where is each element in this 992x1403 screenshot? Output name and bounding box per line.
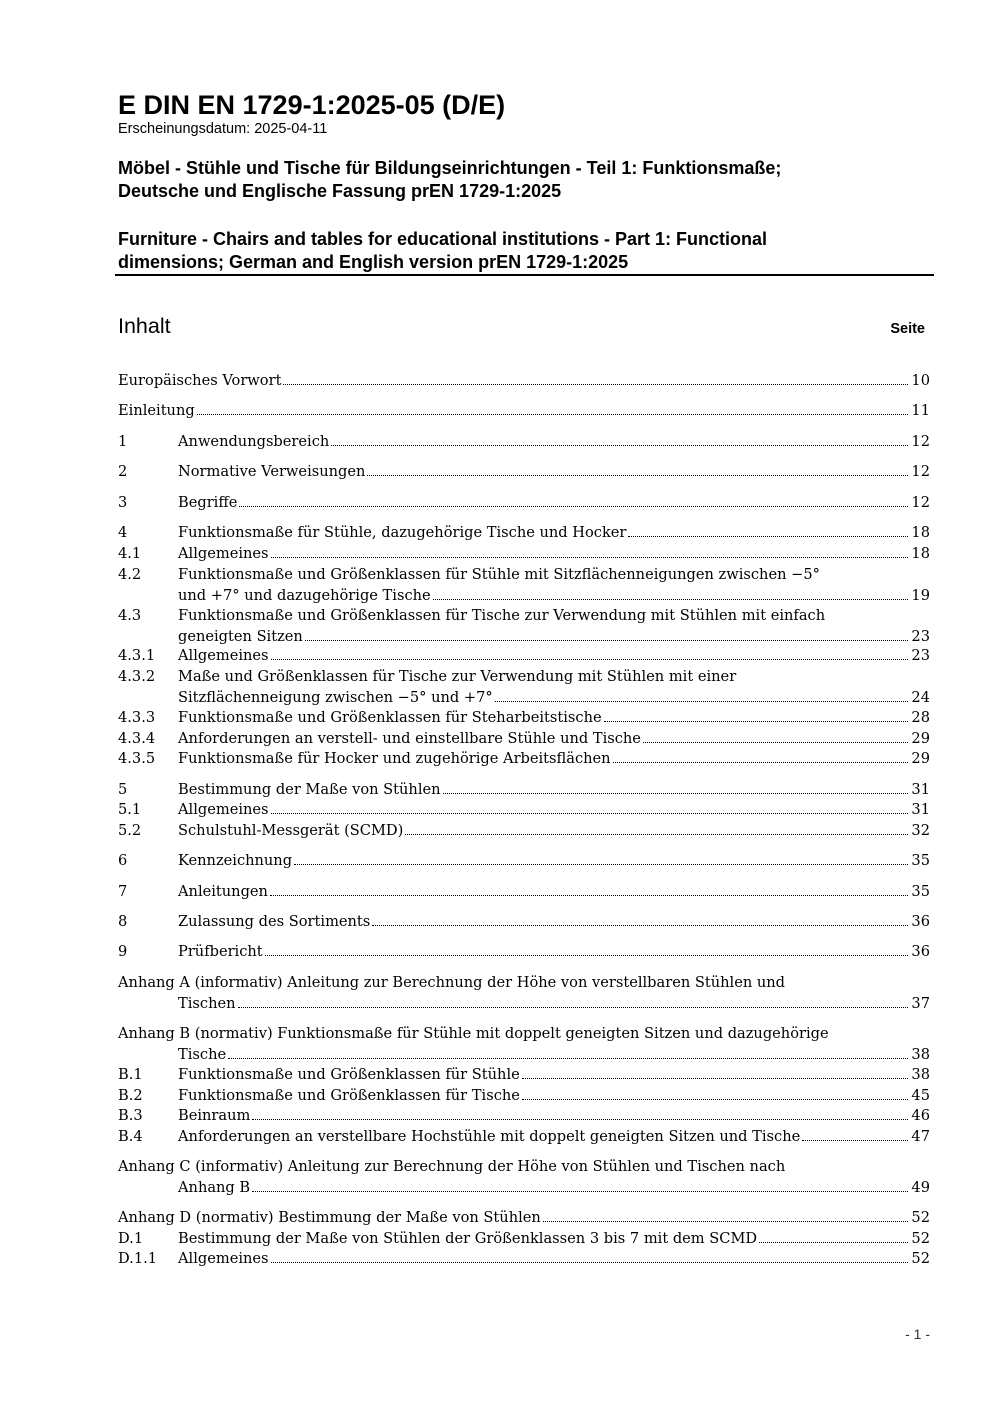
toc-entry[interactable] (118, 400, 930, 421)
toc-entry-page: 49 (911, 1179, 930, 1196)
toc-entry[interactable] (118, 1126, 930, 1147)
toc-entry-title: Maße und Größenklassen für Tische zur Verwendung mit Stühlen mit einer (178, 668, 737, 685)
toc-leader-dots (228, 1045, 908, 1059)
toc-entry-number: B.2 (118, 1087, 143, 1104)
toc-entry-title-continued: Anhang B (178, 1179, 251, 1196)
toc-entry[interactable] (118, 779, 930, 800)
toc-entry[interactable] (118, 1064, 930, 1085)
toc-entry[interactable] (118, 911, 930, 932)
toc-entry[interactable] (118, 941, 930, 962)
toc-leader-dots (372, 912, 908, 926)
toc-entry-number: 3 (118, 494, 128, 511)
toc-leader-dots (367, 462, 908, 476)
toc-entry-page: 31 (911, 781, 930, 798)
toc-entry-page: 38 (911, 1066, 930, 1083)
toc-entry-title: Funktionsmaße und Größenklassen für Tische (178, 1087, 520, 1104)
toc-entry[interactable] (118, 564, 930, 606)
toc-entry-number: B.1 (118, 1066, 143, 1083)
toc-entry-title: Allgemeines (178, 801, 269, 818)
toc-entry[interactable] (118, 707, 930, 728)
toc-entry-number: D.1.1 (118, 1250, 158, 1267)
toc-entry-number: 1 (118, 433, 128, 450)
toc-entry-title: Anhang B (normativ) Funktionsmaße für Stühle mit doppelt geneigten Sitzen und dazugehörige (118, 1025, 829, 1042)
toc-entry-number: 9 (118, 943, 128, 960)
toc-entry-title: Funktionsmaße und Größenklassen für Stühle mit Sitzflächenneigungen zwischen −5° (178, 566, 820, 583)
toc-leader-dots (294, 851, 908, 865)
publication-date: Erscheinungsdatum: 2025-04-11 (118, 121, 328, 137)
toc-leader-dots (271, 646, 908, 660)
toc-entry-page: 35 (911, 852, 930, 869)
toc-entry-page: 29 (911, 750, 930, 767)
toc-leader-dots (331, 432, 908, 446)
toc-entry-title: Prüfbericht (178, 943, 263, 960)
toc-entry[interactable] (118, 1248, 930, 1269)
toc-entry-number: 5 (118, 781, 128, 798)
toc-entry-page: 23 (911, 647, 930, 664)
toc-entry-page: 28 (911, 709, 930, 726)
toc-entry-page: 45 (911, 1087, 930, 1104)
toc-entry-number: 4.3.3 (118, 709, 156, 726)
toc-entry-number: 4.3.5 (118, 750, 156, 767)
toc-entry[interactable] (118, 543, 930, 564)
toc-leader-dots (522, 1086, 908, 1100)
toc-leader-dots (305, 627, 908, 641)
toc-entry-title: Funktionsmaße und Größenklassen für Stühle (178, 1066, 520, 1083)
toc-entry-number: 6 (118, 852, 128, 869)
toc-leader-dots (265, 942, 908, 956)
page-column-label: Seite (890, 321, 925, 337)
toc-entry[interactable] (118, 820, 930, 841)
toc-entry-title: Europäisches Vorwort (118, 372, 282, 389)
toc-entry[interactable] (118, 492, 930, 513)
toc-entry-page: 36 (911, 943, 930, 960)
toc-entry[interactable] (118, 461, 930, 482)
toc-leader-dots (283, 371, 908, 385)
toc-entry[interactable] (118, 370, 930, 391)
toc-entry[interactable] (118, 666, 930, 708)
toc-entry-title: Allgemeines (178, 1250, 269, 1267)
toc-entry-title: Funktionsmaße und Größenklassen für Tische zur Verwendung mit Stühlen mit einfach (178, 607, 826, 624)
toc-leader-dots (252, 1106, 908, 1120)
page-number: - 1 - (905, 1326, 930, 1342)
toc-entry-title: Beinraum (178, 1107, 251, 1124)
toc-entry-number: 5.1 (118, 801, 142, 818)
title-english-line-1: Furniture - Chairs and tables for educational institutions - Part 1: Functional (118, 229, 768, 249)
toc-leader-dots (271, 544, 908, 558)
toc-entry-number: D.1 (118, 1230, 144, 1247)
toc-entry[interactable] (118, 1105, 930, 1126)
toc-entry-number: 4.3.1 (118, 647, 156, 664)
toc-entry[interactable] (118, 1085, 930, 1106)
toc-entry-title: Bestimmung der Maße von Stühlen (178, 781, 441, 798)
toc-entry-title: Allgemeines (178, 647, 269, 664)
toc-leader-dots (613, 749, 908, 763)
toc-entry[interactable] (118, 605, 930, 647)
toc-leader-dots (628, 523, 908, 537)
toc-leader-dots (433, 586, 908, 600)
toc-leader-dots (271, 1249, 908, 1263)
toc-entry-page: 52 (911, 1230, 930, 1247)
toc-entry-title: Funktionsmaße für Stühle, dazugehörige Tische und Hocker (178, 524, 627, 541)
toc-leader-dots (443, 780, 908, 794)
toc-entry-page: 37 (911, 995, 930, 1012)
toc-entry[interactable] (118, 645, 930, 666)
toc-entry-page: 24 (911, 689, 930, 706)
toc-entry-title: Anforderungen an verstell- und einstellbare Stühle und Tische (178, 730, 641, 747)
toc-entry-title: Funktionsmaße für Hocker und zugehörige Arbeitsflächen (178, 750, 611, 767)
toc-entry[interactable] (118, 1207, 930, 1228)
toc-entry-page: 36 (911, 913, 930, 930)
toc-entry-page: 52 (911, 1209, 930, 1226)
title-german-line-2: Deutsche und Englische Fassung prEN 1729-1:2025 (118, 181, 562, 201)
toc-entry-page: 12 (911, 433, 930, 450)
toc-entry-number: 4.3.2 (118, 668, 156, 685)
toc-entry-page: 35 (911, 883, 930, 900)
toc-entry-page: 47 (911, 1128, 930, 1145)
toc-entry-page: 19 (911, 587, 930, 604)
toc-entry[interactable] (118, 799, 930, 820)
toc-entry-title: Anhang D (normativ) Bestimmung der Maße von Stühlen (118, 1209, 541, 1226)
toc-entry-title-continued: geneigten Sitzen (178, 628, 303, 645)
toc-leader-dots (271, 800, 908, 814)
toc-entry-page: 29 (911, 730, 930, 747)
toc-entry-title: Kennzeichnung (178, 852, 293, 869)
toc-entry-page: 32 (911, 822, 930, 839)
toc-entry-title: Zulassung des Sortiments (178, 913, 371, 930)
toc-entry-title: Anforderungen an verstellbare Hochstühle mit doppelt geneigten Sitzen und Tische (178, 1128, 801, 1145)
toc-entry-number: 4.2 (118, 566, 142, 583)
toc-entry-title-continued: Sitzflächenneigung zwischen −5° und +7° (178, 689, 493, 706)
toc-entry-title: Anwendungsbereich (178, 433, 330, 450)
toc-entry-number: 8 (118, 913, 128, 930)
toc-entry-page: 23 (911, 628, 930, 645)
toc-leader-dots (197, 401, 908, 415)
toc-entry-page: 38 (911, 1046, 930, 1063)
toc-entry[interactable] (118, 1156, 930, 1198)
toc-entry-page: 11 (911, 402, 930, 419)
toc-leader-dots (543, 1208, 908, 1222)
toc-entry-page: 18 (911, 545, 930, 562)
toc-entry[interactable] (118, 881, 930, 902)
toc-entry[interactable] (118, 431, 930, 452)
toc-leader-dots (522, 1065, 908, 1079)
document-id: E DIN EN 1729-1:2025-05 (D/E) (118, 90, 506, 120)
toc-entry-number: B.3 (118, 1107, 143, 1124)
toc-entry[interactable] (118, 748, 930, 769)
toc-leader-dots (270, 882, 908, 896)
toc-entry-page: 10 (911, 372, 930, 389)
toc-entry-title: Anleitungen (178, 883, 268, 900)
toc-entry-page: 18 (911, 524, 930, 541)
toc-leader-dots (405, 821, 908, 835)
title-german-line-1: Möbel - Stühle und Tische für Bildungseinrichtungen - Teil 1: Funktionsmaße; (118, 158, 782, 178)
toc-entry-title: Anhang C (informativ) Anleitung zur Berechnung der Höhe von Stühlen und Tischen nach (118, 1158, 786, 1175)
toc-entry-title: Einleitung (118, 402, 195, 419)
toc-entry-title: Begriffe (178, 494, 238, 511)
toc-entry-number: 4.1 (118, 545, 142, 562)
title-english-line-2: dimensions; German and English version prEN 1729-1:2025 (118, 252, 629, 272)
toc-entry[interactable] (118, 1023, 930, 1065)
toc-leader-dots (238, 994, 909, 1008)
toc-heading: Inhalt (118, 314, 171, 338)
toc-leader-dots (643, 729, 908, 743)
toc-entry[interactable] (118, 850, 930, 871)
toc-entry-number: 2 (118, 463, 128, 480)
toc-entry-number: 4 (118, 524, 128, 541)
toc-entry-title-continued: Tischen (178, 995, 236, 1012)
toc-entry-page: 12 (911, 463, 930, 480)
toc-entry-title: Allgemeines (178, 545, 269, 562)
toc-entry-title: Schulstuhl-Messgerät (SCMD) (178, 822, 404, 839)
toc-entry[interactable] (118, 522, 930, 543)
toc-leader-dots (252, 1178, 908, 1192)
toc-entry-title-continued: und +7° und dazugehörige Tische (178, 587, 431, 604)
toc-leader-dots (239, 493, 908, 507)
toc-entry-page: 52 (911, 1250, 930, 1267)
toc-leader-dots (802, 1127, 908, 1141)
toc-entry-title-continued: Tische (178, 1046, 227, 1063)
toc-entry-number: 5.2 (118, 822, 142, 839)
toc-entry-number: 4.3.4 (118, 730, 156, 747)
toc-leader-dots (759, 1229, 908, 1243)
toc-entry[interactable] (118, 728, 930, 749)
toc-entry-number: 4.3 (118, 607, 142, 624)
toc-entry-number: 7 (118, 883, 128, 900)
toc-entry-page: 46 (911, 1107, 930, 1124)
toc-entry-page: 31 (911, 801, 930, 818)
toc-entry-title: Anhang A (informativ) Anleitung zur Berechnung der Höhe von verstellbaren Stühlen und (118, 974, 786, 991)
toc-leader-dots (495, 688, 908, 702)
toc-entry-page: 12 (911, 494, 930, 511)
toc-entry-title: Funktionsmaße und Größenklassen für Steharbeitstische (178, 709, 602, 726)
toc-leader-dots (604, 708, 908, 722)
toc-entry-number: B.4 (118, 1128, 143, 1145)
toc-entry[interactable] (118, 972, 930, 1014)
toc-entry-title: Normative Verweisungen (178, 463, 366, 480)
toc-entry[interactable] (118, 1228, 930, 1249)
toc-entry-title: Bestimmung der Maße von Stühlen der Größenklassen 3 bis 7 mit dem SCMD (178, 1230, 758, 1247)
